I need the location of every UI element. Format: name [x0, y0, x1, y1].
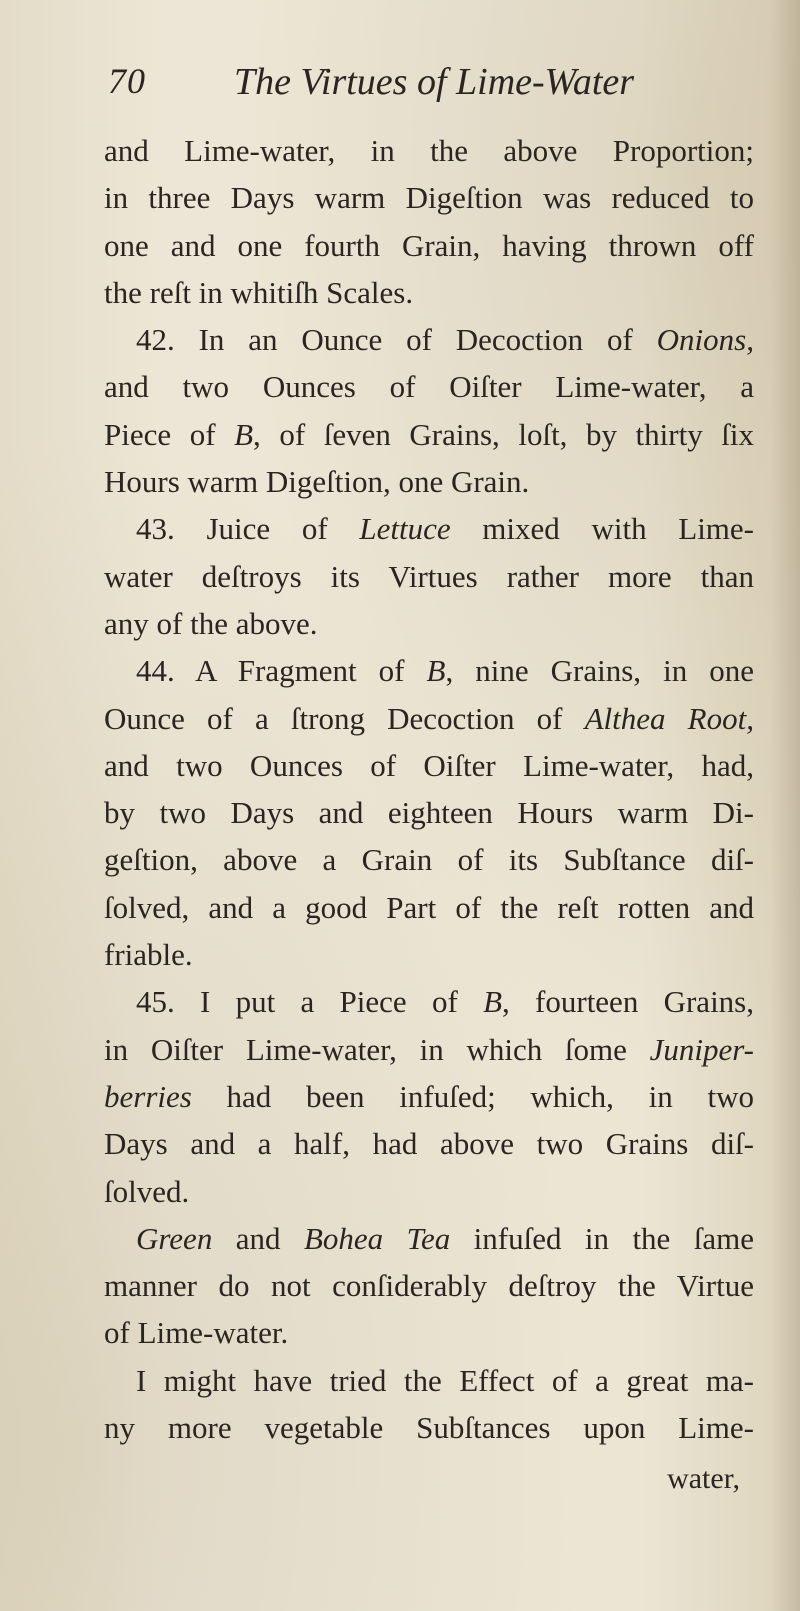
text-line: by two Days and eighteen Hours warm Di-: [104, 795, 754, 831]
italic-run: B: [234, 416, 254, 452]
text-line: [104, 411, 754, 458]
paragraph-43-line: [104, 505, 754, 552]
text-line: one and one fourth Grain, having thrown off: [104, 227, 754, 263]
text-line: [104, 1073, 754, 1120]
page-header: [108, 60, 668, 110]
text-run: in Oiſter Lime-water, in which ſome: [104, 1031, 650, 1067]
text-line: and two Ounces of Oiſter Lime-water, a: [104, 369, 754, 405]
text-line: ſolved, and a good Part of the reſt rotten and: [104, 889, 754, 925]
text-run: mixed with Lime-: [450, 511, 754, 547]
text-line: ſolved.: [104, 1173, 190, 1209]
paragraph-closing-line: I might have tried the Effect of a great ma-: [136, 1362, 754, 1398]
text-run: and: [212, 1220, 304, 1256]
running-title: The Virtues of Lime-Water: [234, 61, 635, 103]
text-line: water deſtroys its Virtues rather more than: [104, 558, 754, 594]
italic-run: B: [426, 653, 446, 689]
text-line: and two Ounces of Oiſter Lime-water, had,: [104, 747, 754, 783]
text-line: [104, 1026, 754, 1073]
text-run: 44. A Fragment of: [136, 653, 427, 689]
page-number: 70: [108, 61, 146, 101]
text-run: , nine Grains, in one: [445, 653, 754, 689]
text-line: Days and a half, had above two Grains diſ-: [104, 1126, 754, 1162]
catchword: water,: [667, 1462, 740, 1495]
text-line: the reſt in whitiſh Scales.: [104, 274, 414, 310]
text-run: 45. I put a Piece of: [136, 984, 484, 1020]
text-run: , of ſeven Grains, loſt, by thirty ſix: [253, 416, 754, 452]
text-line: any of the above.: [104, 605, 318, 641]
italic-run: Bohea Tea: [303, 1220, 451, 1256]
paragraph-42-line: [104, 316, 754, 363]
italic-run: Green: [136, 1220, 213, 1256]
body-text: [104, 127, 754, 1451]
italic-run: B: [483, 984, 503, 1020]
text-line: [104, 695, 754, 742]
text-line: ny more vegetable Subſtances upon Lime-: [104, 1410, 754, 1446]
italic-run: Onions,: [656, 322, 754, 358]
text-line: geſtion, above a Grain of its Subſtance diſ-: [104, 842, 754, 878]
text-run: Piece of: [104, 416, 235, 452]
text-line: friable.: [104, 937, 193, 973]
text-run: , fourteen Grains,: [502, 984, 754, 1020]
text-line: of Lime-water.: [104, 1315, 289, 1351]
text-line: manner do not conſiderably deſtroy the Virtue: [104, 1268, 754, 1304]
text-line: in three Days warm Digeſtion was reduced to: [104, 180, 754, 216]
text-run: Ounce of a ſtrong Decoction of: [104, 700, 585, 736]
text-run: 42. In an Ounce of Decoction of: [136, 322, 657, 358]
paragraph-tea-line: [104, 1215, 754, 1262]
italic-run: Lettuce: [359, 511, 451, 547]
text-line: Hours warm Digeſtion, one Grain.: [104, 464, 530, 500]
paragraph-44-line: [104, 647, 754, 694]
italic-run: berries: [104, 1078, 192, 1114]
text-run: 43. Juice of: [136, 511, 360, 547]
page-gutter-shadow: [770, 0, 800, 1611]
text-run: infuſed in the ſame: [450, 1220, 754, 1256]
paragraph-45-line: [104, 978, 754, 1025]
text-line: and Lime-water, in the above Proportion;: [104, 133, 754, 168]
text-run: had been infuſed; which, in two: [191, 1078, 754, 1114]
italic-run: Althea Root,: [584, 700, 754, 736]
italic-run: Juniper-: [649, 1031, 754, 1067]
